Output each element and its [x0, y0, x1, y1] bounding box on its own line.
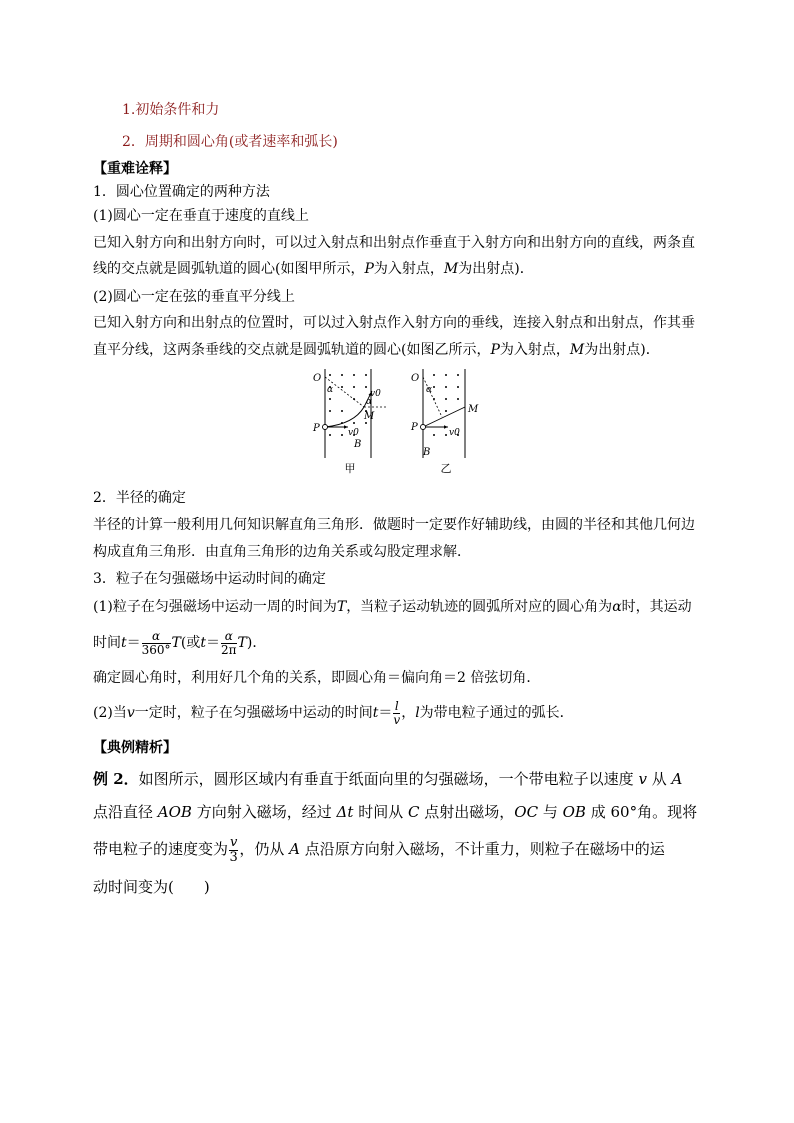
p1-text2b: 直平分线，这两条垂线的交点就是圆弧轨道的圆心(如图乙所示，P为入射点，M为出射点)．: [93, 342, 660, 358]
label-P: P: [313, 423, 320, 434]
p3-formula: 时间t＝ $\frac{\alpha}{360^\circ}$ T(或t＝ $\frac{\alpha}{2\pi}$ T)．: [93, 628, 267, 657]
p1-title: 1．圆心位置确定的两种方法: [93, 184, 270, 200]
label-B: B: [423, 447, 431, 458]
caption-yi: 乙: [440, 462, 452, 475]
fraction-alpha-2pi: $\frac{\alpha}{2\pi}$: [221, 628, 237, 657]
p1-text2a: 已知入射方向和出射点的位置时，可以过入射点作入射方向的垂线，连接入射点和出射点，作其垂: [93, 315, 695, 331]
fraction-l-v: $\frac{l}{v}$: [393, 698, 401, 727]
p3-sub1: (1)粒子在匀强磁场中运动一周的时间为T，当粒子运动轨迹的圆弧所对应的圆心角为α时，其运动: [93, 599, 692, 615]
label-O: O: [411, 373, 420, 384]
fraction-alpha-360: $\frac{\alpha}{360^\circ}$: [141, 628, 171, 657]
p2-title: 2．半径的确定: [93, 490, 186, 506]
label-alpha-2: α: [366, 397, 373, 407]
p3-title: 3．粒子在匀强磁场中运动时间的确定: [93, 571, 326, 587]
figure-jia: [310, 366, 390, 478]
label-v0-top: v0: [370, 389, 381, 399]
p1-text1b: 线的交点就是圆弧轨道的圆心(如图甲所示，P为入射点，M为出射点)．: [93, 261, 534, 277]
p3-sub2: (2)当v一定时，粒子在匀强磁场中运动的时间t＝ $\frac{l}{v}$ ，l为带电粒子通过的弧长．: [93, 698, 574, 727]
p3-text: 确定圆心角时，利用好几个角的关系，即圆心角＝偏向角＝2 倍弦切角．: [93, 670, 541, 686]
example-line-1: 例 2．如图所示，圆形区域内有垂直于纸面向里的匀强磁场，一个带电粒子以速度 v 从 A: [93, 770, 683, 788]
label-v0-bottom: v0: [348, 428, 359, 438]
p2-text-b: 构成直角三角形．由直角三角形的边角关系或勾股定理求解．: [93, 544, 471, 560]
example-line-3: 带电粒子的速度变为 $\frac{v}{3}$ ，仍从 A 点沿原方向射入磁场，不计重力，则粒子在磁场中的运: [93, 834, 665, 865]
p2-text-a: 半径的计算一般利用几何知识解直角三角形．做题时一定要作好辅助线，由圆的半径和其他几何边: [93, 517, 695, 533]
example-title: 【典例精析】: [93, 740, 177, 756]
heading-item-1: 1.初始条件和力: [122, 102, 220, 118]
heading-item-2: 2．周期和圆心角(或者速率和弧长): [122, 134, 338, 150]
p1-sub1: (1)圆心一定在垂直于速度的直线上: [93, 208, 309, 224]
fraction-v-3: $\frac{v}{3}$: [229, 834, 238, 865]
label-O: O: [313, 373, 322, 384]
label-B: B: [354, 439, 362, 450]
example-line-2: 点沿直径 AOB 方向射入磁场，经过 Δt 时间从 C 点射出磁场，OC 与 OB 成 60°角。现将: [93, 803, 698, 821]
p1-sub2: (2)圆心一定在弦的垂直平分线上: [93, 289, 295, 305]
label-alpha-1: α: [327, 385, 334, 395]
label-alpha: α: [426, 385, 433, 395]
analysis-title: 【重难诠释】: [93, 161, 177, 177]
label-M: M: [468, 404, 479, 415]
caption-jia: 甲: [344, 462, 356, 475]
label-v0: v0: [449, 428, 460, 438]
label-M: M: [364, 411, 375, 422]
figure-yi: [408, 366, 488, 478]
p1-text1a: 已知入射方向和出射方向时，可以过入射点和出射点作垂直于入射方向和出射方向的直线，两条直: [93, 235, 695, 251]
label-P: P: [411, 422, 418, 433]
example-line-4: 动时间变为( ): [93, 878, 210, 896]
